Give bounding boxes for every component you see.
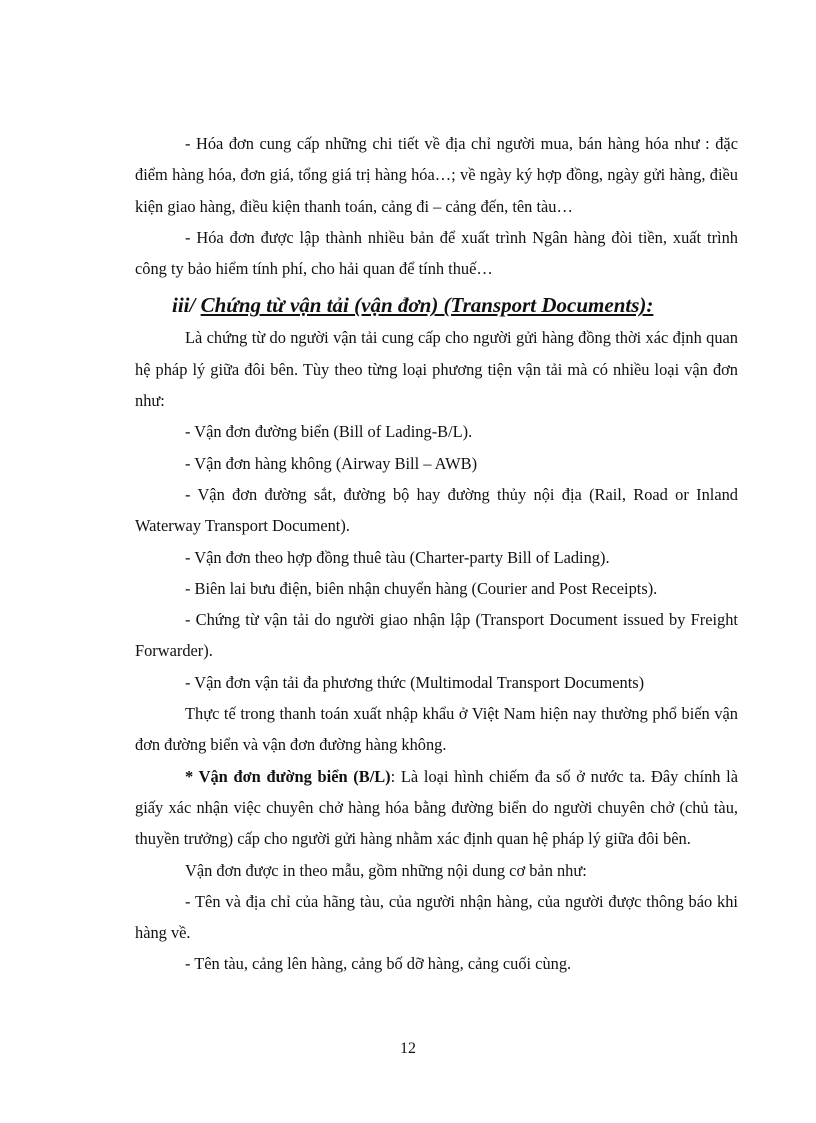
list-item: - Vận đơn theo hợp đồng thuê tàu (Charter-party Bill of Lading). [185, 547, 610, 567]
list-item: - Vận đơn hàng không (Airway Bill – AWB) [185, 453, 478, 473]
paragraph-form-intro: Vận đơn được in theo mẫu, gồm những nội dung cơ bản như: [185, 860, 587, 880]
list-item: - Biên lai bưu điện, biên nhận chuyển hàng (Courier and Post Receipts). [185, 578, 658, 598]
list-item: - Chứng từ vận tải do người giao nhận lập (Transport Document issued by Freight Forwarder). [135, 610, 738, 661]
section-heading-title: Chứng từ vận tải (vận đơn) (Transport Documents): [200, 293, 654, 318]
list-item: - Vận đơn đường biển (Bill of Lading-B/L). [185, 422, 473, 442]
list-item: - Vận đơn đường sắt, đường bộ hay đường thủy nội địa (Rail, Road or Inland Waterway Transport Document). [135, 484, 738, 536]
bill-of-lading-lead: * Vận đơn đường biển (B/L) [185, 766, 391, 786]
section-heading [172, 288, 738, 322]
list-item: - Vận đơn vận tải đa phương thức (Multimodal Transport Documents) [185, 672, 645, 692]
bill-of-lading-text: : Là loại hình chiếm đa số ở nước ta. Đây chính là giấy xác nhận việc chuyên chở hàng hóa bằng đường biển do người chuyên chở (chủ tàu, thuyền trưởng) cấp cho người gửi hàng nhằm xác định quan hệ pháp lý giữa đôi bên. [135, 766, 739, 849]
page-number: 12 [400, 1040, 416, 1057]
paragraph-invoice-details: - Hóa đơn cung cấp những chi tiết về địa chỉ người mua, bán hàng hóa như : đặc điểm hàng hóa, đơn giá, tổng giá trị hàng hóa…; về ngày ký hợp đồng, ngày gửi hàng, điều kiện giao hàng, điều kiện thanh toán, cảng đi – cảng đến, tên tàu… [135, 134, 738, 216]
list-item: - Tên tàu, cảng lên hàng, cảng bố dỡ hàng, cảng cuối cùng. [185, 954, 572, 974]
paragraph-bill-of-lading [135, 761, 738, 855]
list-item: - Tên và địa chỉ của hãng tàu, của người nhận hàng, của người được thông báo khi hàng về. [135, 891, 738, 943]
paragraph-practice: Thực tế trong thanh toán xuất nhập khẩu ở Việt Nam hiện nay thường phổ biến vận đơn đường biển và vận đơn đường hàng không. [135, 704, 738, 755]
section-heading-prefix: iii/ [172, 293, 201, 318]
paragraph-invoice-copies: - Hóa đơn được lập thành nhiều bản để xuất trình Ngân hàng đòi tiền, xuất trình công ty bảo hiểm tính phí, cho hải quan để tính thuế… [135, 227, 738, 279]
paragraph-intro: Là chứng từ do người vận tải cung cấp cho người gửi hàng đồng thời xác định quan hệ pháp lý giữa đôi bên. Tùy theo từng loại phương tiện vận tải mà có nhiều loại vận đơn như: [135, 328, 738, 411]
document-body [135, 128, 738, 980]
